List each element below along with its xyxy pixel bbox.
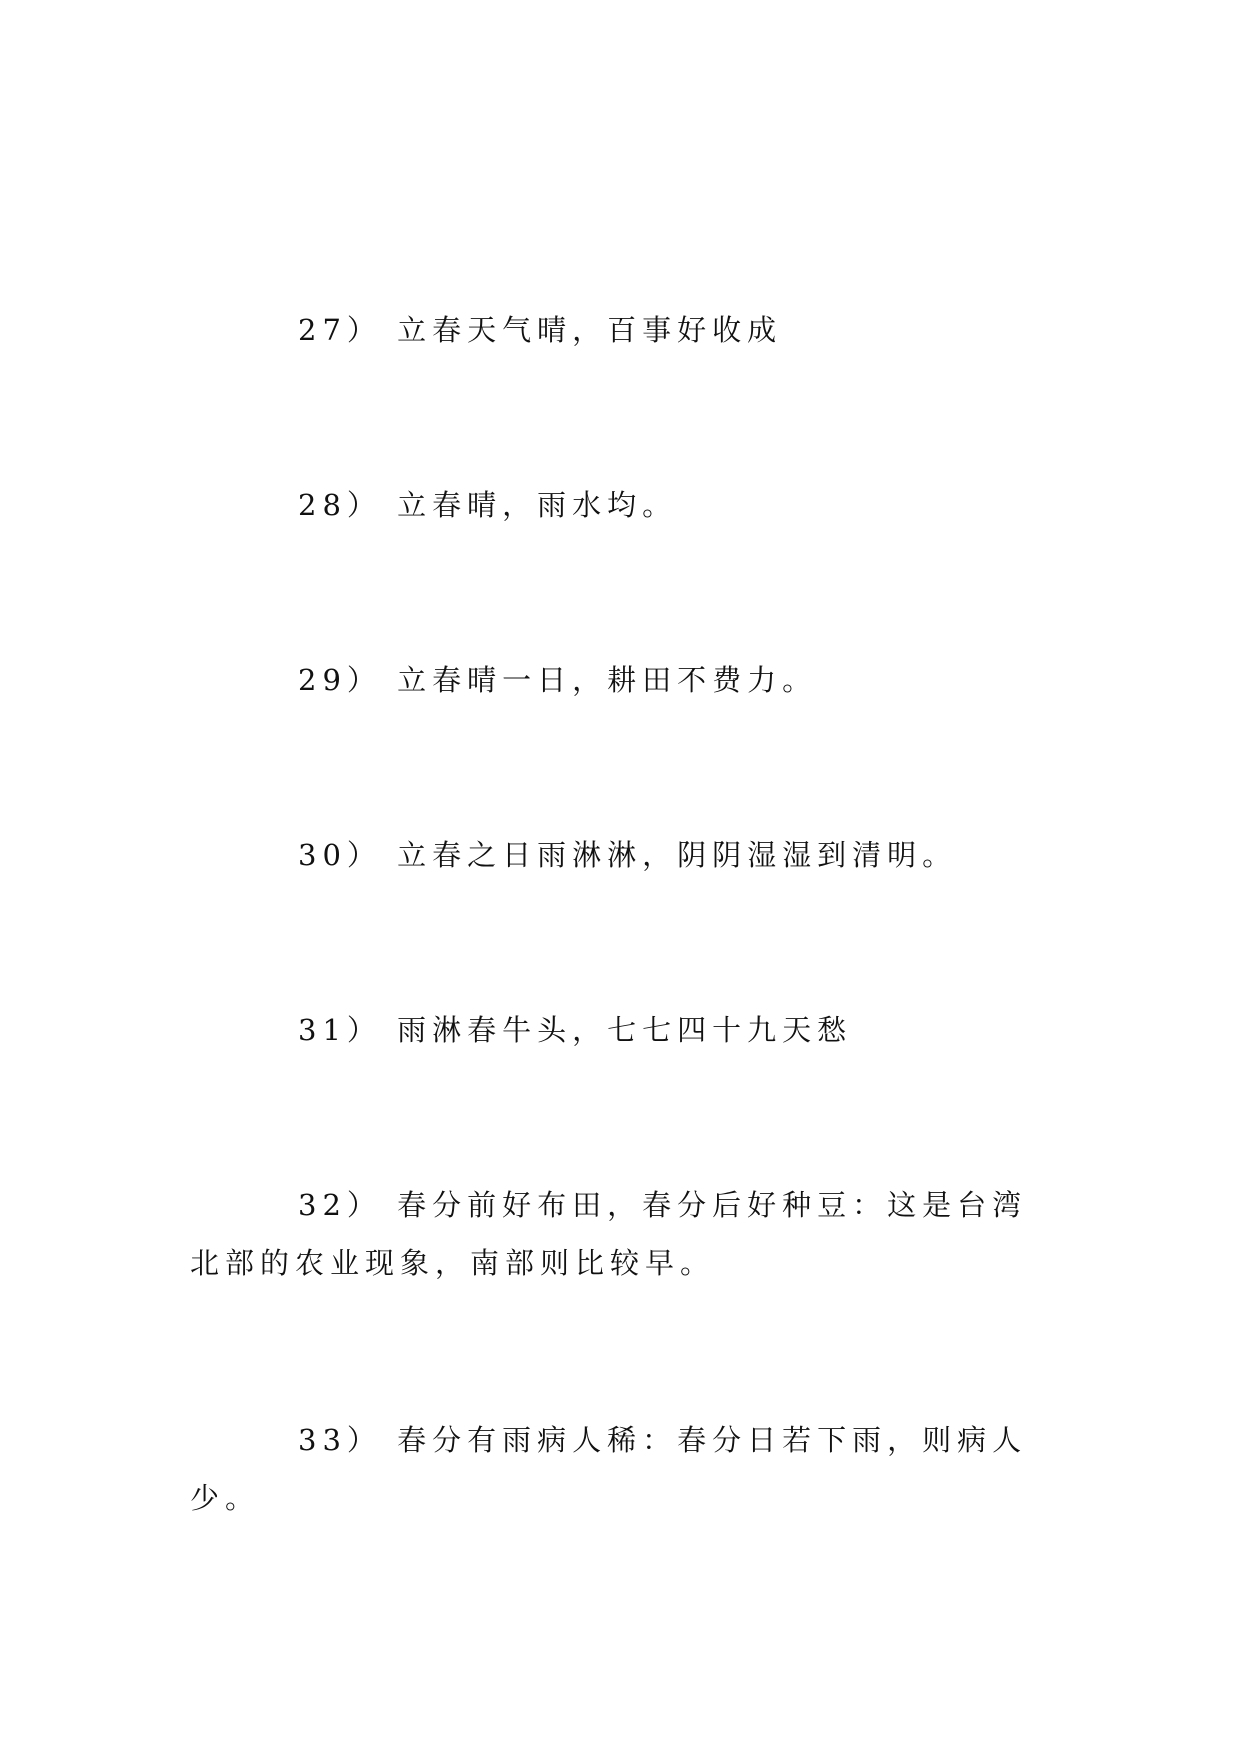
proverb-item-28: 28） 立春晴，雨水均。 — [298, 488, 678, 522]
proverb-item-31: 31） 雨淋春牛头，七七四十九天愁 — [298, 1013, 853, 1047]
proverb-item-27: 27） 立春天气晴，百事好收成 — [298, 313, 783, 347]
proverb-item-29: 29） 立春晴一日，耕田不费力。 — [298, 663, 818, 697]
proverb-item-33: 33） 春分有雨病人稀：春分日若下雨，则病人少。 — [190, 1423, 1028, 1515]
proverb-item-32: 32） 春分前好布田，春分后好种豆：这是台湾北部的农业现象，南部则比较早。 — [190, 1188, 1028, 1280]
proverb-item-30: 30） 立春之日雨淋淋，阴阴湿湿到清明。 — [298, 838, 958, 872]
